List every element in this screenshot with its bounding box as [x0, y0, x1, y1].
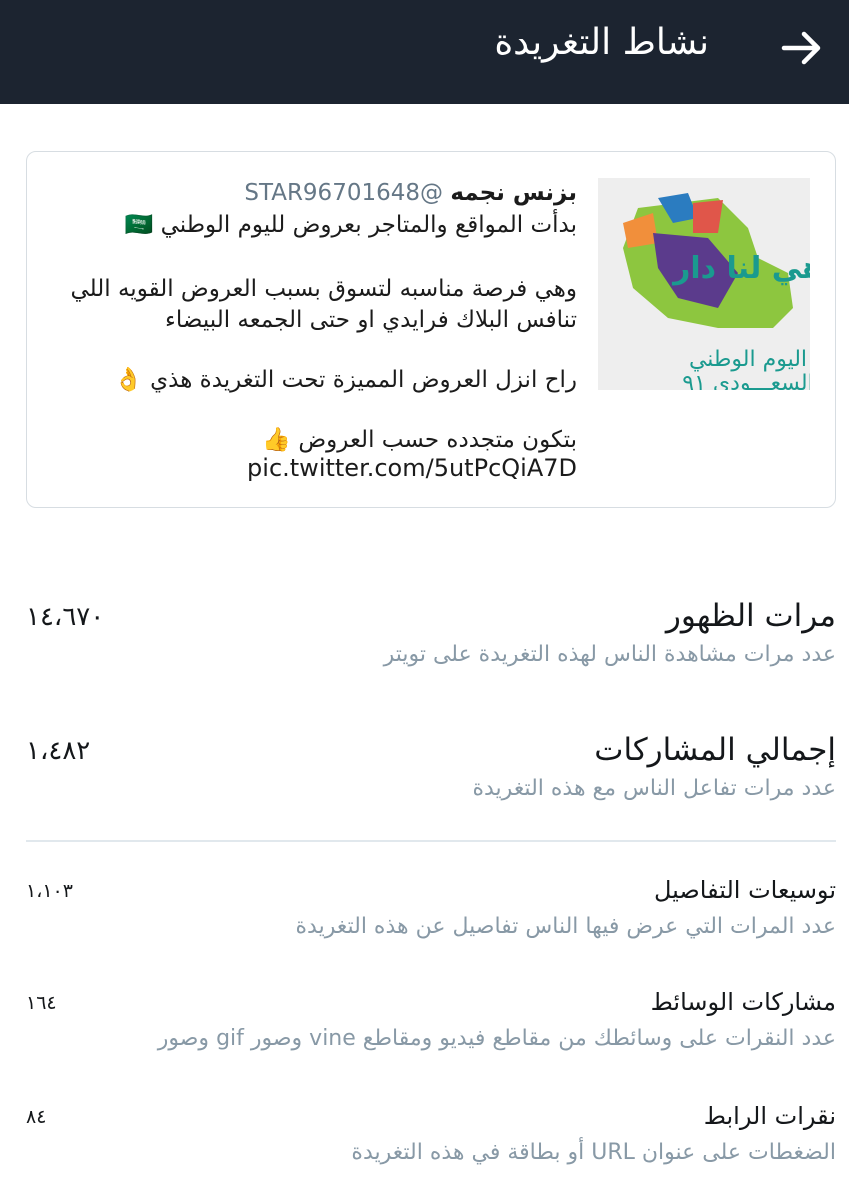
stat-label: نقرات الرابط: [703, 1102, 836, 1130]
stat-label: مشاركات الوسائط: [650, 988, 836, 1016]
stat-description: عدد النقرات على وسائطك من مقاطع فيديو ومقاطع vine وصور gif وصور: [157, 1026, 836, 1051]
tweet-text-line: بدأت المواقع والمتاجر بعروض لليوم الوطني 🇸🇦: [124, 212, 577, 238]
tweet-card[interactable]: [26, 151, 836, 508]
tweet-author: [77, 178, 577, 208]
page-title: نشاط التغريدة: [494, 22, 709, 63]
arrow-right-icon[interactable]: [778, 24, 826, 72]
author-handle: @STAR96701648: [244, 180, 443, 206]
top-bar: [0, 0, 849, 104]
stat-description: عدد مرات تفاعل الناس مع هذه التغريدة: [472, 776, 836, 801]
stat-value: ٨٤: [26, 1106, 47, 1128]
tweet-text-line: بتكون متجدده حسب العروض 👍: [262, 427, 577, 453]
stat-value: ١٦٤: [26, 992, 57, 1014]
stat-label: إجمالي المشاركات: [594, 732, 836, 768]
divider: [26, 840, 836, 842]
tweet-link[interactable]: pic.twitter.com/5utPcQiA7D: [247, 454, 577, 482]
tweet-text-line: وهي فرصة مناسبه لتسوق بسبب العروض القويه اللي: [70, 276, 577, 302]
stat-value: ١،٤٨٢: [26, 736, 91, 766]
stat-description: الضغطات على عنوان URL أو بطاقة في هذه التغريدة: [351, 1140, 836, 1165]
tweet-image[interactable]: [598, 178, 810, 390]
stat-description: عدد مرات مشاهدة الناس لهذه التغريدة على تويتر: [383, 642, 836, 667]
stat-description: عدد المرات التي عرض فيها الناس تفاصيل عن هذه التغريدة: [295, 914, 836, 939]
stat-value: ١،١٠٣: [26, 880, 73, 902]
logo-text-line2: السعـــودي ٩١: [682, 371, 810, 390]
tweet-text-line: راح انزل العروض المميزة تحت التغريدة هذي 👌: [114, 367, 577, 393]
tweet-text-line: تنافس البلاك فرايدي او حتى الجمعه البيضاء: [165, 307, 577, 333]
author-name: بزنس نجمه: [450, 180, 577, 206]
stat-value: ١٤،٦٧٠: [26, 602, 105, 632]
stat-label: توسيعات التفاصيل: [653, 876, 836, 904]
stat-label: مرات الظهور: [665, 598, 836, 634]
logo-text-line1: اليوم الوطني: [688, 347, 808, 372]
logo-main-text: هي لنا دار: [673, 251, 810, 286]
